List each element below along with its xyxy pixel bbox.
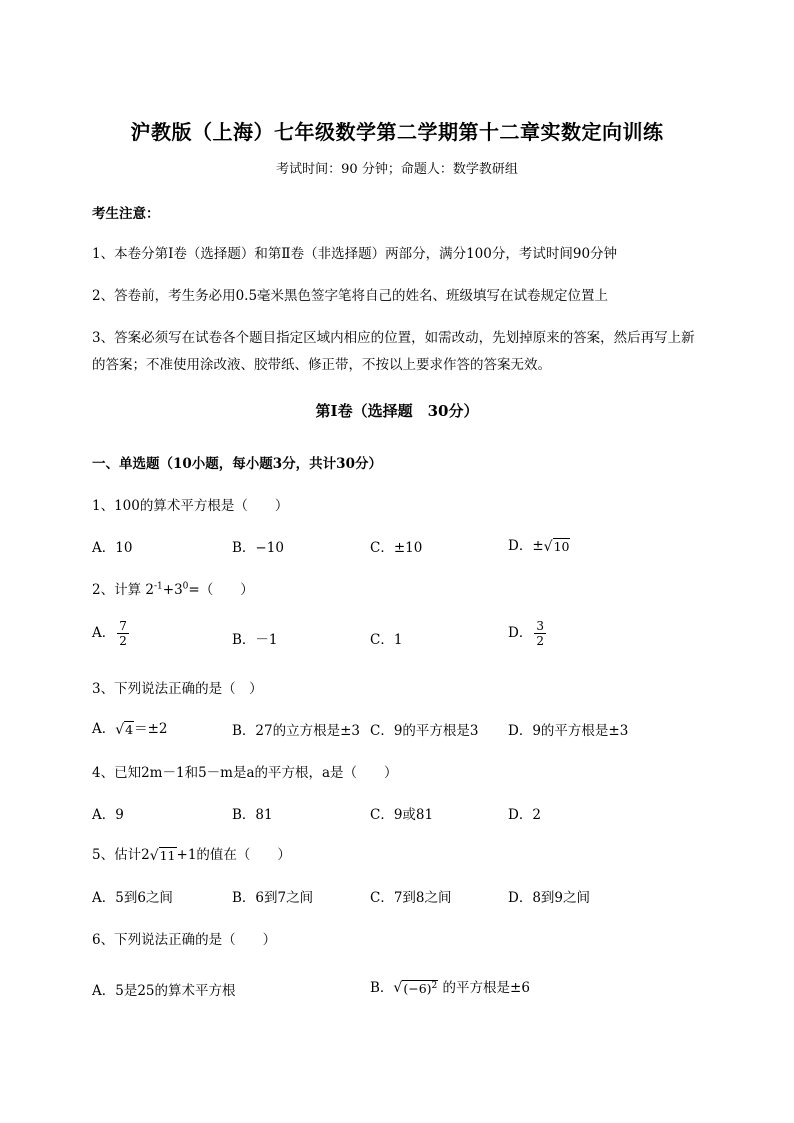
question-5-option-c: C．7到8之间 xyxy=(370,890,452,906)
denominator: 2 xyxy=(536,634,544,648)
radicand xyxy=(402,980,438,996)
section-title: 第I卷（选择题 30分） xyxy=(315,402,479,420)
sqrt-symbol: √10 xyxy=(543,538,570,555)
radicand-text: (−6) xyxy=(403,980,432,996)
option-text: ＝±2 xyxy=(134,721,168,737)
page-subtitle: 考试时间：90 分钟；命题人：数学教研组 xyxy=(276,162,518,177)
denominator: 2 xyxy=(119,634,127,648)
sqrt-symbol: √11 xyxy=(149,847,176,864)
question-1-option-c: C．±10 xyxy=(370,540,423,556)
option-label: A． xyxy=(92,625,116,641)
question-4-option-b: B．81 xyxy=(232,807,273,823)
fraction xyxy=(534,619,546,648)
radicand: 10 xyxy=(553,538,570,554)
question-2-option-d xyxy=(508,619,546,648)
page-title: 沪教版（上海）七年级数学第二学期第十二章实数定向训练 xyxy=(130,120,664,144)
stem-text: +1的值在（ ） xyxy=(176,847,291,863)
question-4-option-c: C．9或81 xyxy=(370,807,434,823)
question-3-option-b: B．27的立方根是±3 xyxy=(232,723,360,739)
question-1-option-a: A．10 xyxy=(92,540,133,556)
question-2-option-a xyxy=(92,619,129,648)
question-6-option-b xyxy=(370,976,530,997)
option-label: D．± xyxy=(508,538,544,554)
note-item-3-continued: 的答案；不准使用涂改液、胶带纸、修正带，不按以上要求作答的答案无效。 xyxy=(92,357,551,373)
stem-text: 5、估计2 xyxy=(92,847,150,863)
option-text: 的平方根是±6 xyxy=(438,980,530,996)
stem-text: =（ ） xyxy=(188,582,254,598)
question-1-stem: 1、100的算术平方根是（ ） xyxy=(92,498,289,514)
note-item-3: 3、答案必须写在试卷各个题目指定区域内相应的位置，如需改动，先划掉原来的答案，然后再写上新 xyxy=(92,330,695,346)
question-1-option-d xyxy=(508,534,570,555)
question-5-stem xyxy=(92,843,291,864)
question-5-option-b: B．6到7之间 xyxy=(232,890,314,906)
option-label: B． xyxy=(370,980,394,996)
sqrt-symbol: $√(-6)^2$ xyxy=(393,980,438,997)
note-item-2: 2、答卷前，考生务必用0.5毫米黑色签字笔将自己的姓名、班级填写在试卷规定位置上 xyxy=(92,288,609,304)
question-3-option-d: D．9的平方根是±3 xyxy=(508,723,629,739)
question-5-option-d: D．8到9之间 xyxy=(508,890,591,906)
question-4-stem: 4、已知2m－1和5－m是a的平方根，a是（ ） xyxy=(92,765,398,781)
notes-heading: 考生注意： xyxy=(92,206,160,222)
option-label: A． xyxy=(92,721,116,737)
question-4-option-a: A．9 xyxy=(92,807,124,823)
question-1-option-b: B．−10 xyxy=(232,540,284,556)
exponent: -1 xyxy=(153,581,163,592)
note-item-1: 1、本卷分第I卷（选择题）和第Ⅱ卷（非选择题）两部分，满分100分，考试时间90分钟 xyxy=(92,246,618,262)
numerator: 7 xyxy=(119,619,127,633)
part-heading: 一、单选题（10小题，每小题3分，共计30分） xyxy=(92,456,382,472)
radicand: 4 xyxy=(125,721,134,737)
question-4-option-d: D．2 xyxy=(508,807,541,823)
radicand: 11 xyxy=(159,847,176,863)
question-3-stem: 3、下列说法正确的是（ ） xyxy=(92,681,263,697)
option-label: D． xyxy=(508,625,533,641)
question-3-option-a xyxy=(92,717,168,738)
exponent: 0 xyxy=(182,581,189,592)
numerator: 3 xyxy=(536,619,544,633)
sqrt-symbol: √4 xyxy=(115,721,134,738)
exponent: 2 xyxy=(431,980,438,991)
question-5-option-a: A．5到6之间 xyxy=(92,890,173,906)
question-3-option-c: C．9的平方根是3 xyxy=(370,723,479,739)
question-6-option-a: A．5是25的算术平方根 xyxy=(92,983,236,999)
question-2-option-c: C．1 xyxy=(370,632,403,648)
question-2-option-b: B．－1 xyxy=(232,632,278,648)
question-2-stem xyxy=(92,578,254,598)
stem-text: 2、计算 2 xyxy=(92,582,154,598)
question-6-stem: 6、下列说法正确的是（ ） xyxy=(92,932,277,948)
fraction xyxy=(117,619,129,648)
stem-text: +3 xyxy=(162,582,183,598)
